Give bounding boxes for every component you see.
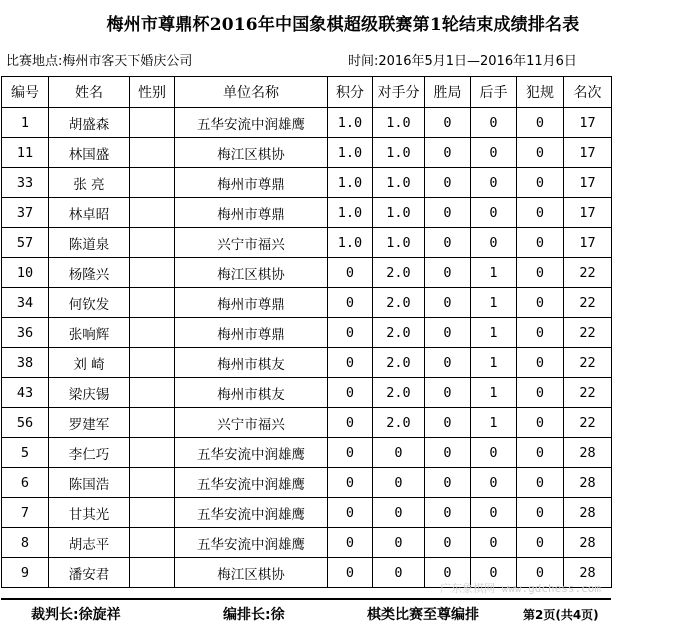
fouls-cell: 0 xyxy=(517,438,564,468)
table-row xyxy=(2,528,612,558)
id-cell: 34 xyxy=(2,288,49,318)
wins-cell: 0 xyxy=(425,558,471,588)
rank-cell: 17 xyxy=(564,108,612,138)
points-cell: 0 xyxy=(328,258,373,288)
rank-cell: 28 xyxy=(564,438,612,468)
points-cell: 0 xyxy=(328,408,373,438)
fouls-cell: 0 xyxy=(517,138,564,168)
opponent-points-cell: 1.0 xyxy=(373,228,425,258)
editor-text: 编排长:徐 xyxy=(223,607,285,623)
wins-cell: 0 xyxy=(425,228,471,258)
name-cell: 罗建军 xyxy=(49,408,130,438)
points-cell: 0 xyxy=(328,498,373,528)
id-cell: 36 xyxy=(2,318,49,348)
rank-cell: 17 xyxy=(564,138,612,168)
header-cell: 姓名 xyxy=(49,77,130,108)
page-number-text: 第2页(共4页) xyxy=(523,608,599,622)
rank-cell: 28 xyxy=(564,498,612,528)
points-cell: 0 xyxy=(328,468,373,498)
table-row xyxy=(2,438,612,468)
id-cell: 37 xyxy=(2,198,49,228)
id-cell: 8 xyxy=(2,528,49,558)
wins-cell: 0 xyxy=(425,318,471,348)
referee-text: 裁判长:徐旋祥 xyxy=(31,607,121,623)
fouls-cell: 0 xyxy=(517,558,564,588)
id-cell: 7 xyxy=(2,498,49,528)
points-cell: 0 xyxy=(328,528,373,558)
id-cell: 9 xyxy=(2,558,49,588)
header-cell: 单位名称 xyxy=(175,77,328,108)
points-cell: 0 xyxy=(328,378,373,408)
wins-cell: 0 xyxy=(425,468,471,498)
gender-cell xyxy=(130,498,175,528)
unit-cell: 五华安流中润雄鹰 xyxy=(175,528,328,558)
name-cell: 何钦发 xyxy=(49,288,130,318)
points-cell: 1.0 xyxy=(328,198,373,228)
black-games-cell: 0 xyxy=(471,468,517,498)
unit-cell: 梅州市尊鼎 xyxy=(175,318,328,348)
wins-cell: 0 xyxy=(425,108,471,138)
unit-cell: 梅州市尊鼎 xyxy=(175,288,328,318)
gender-cell xyxy=(130,228,175,258)
table-row xyxy=(2,288,612,318)
name-cell: 张响辉 xyxy=(49,318,130,348)
id-cell: 11 xyxy=(2,138,49,168)
gender-cell xyxy=(130,378,175,408)
black-games-cell: 1 xyxy=(471,318,517,348)
unit-cell: 梅州市尊鼎 xyxy=(175,168,328,198)
fouls-cell: 0 xyxy=(517,318,564,348)
rank-cell: 22 xyxy=(564,288,612,318)
gender-cell xyxy=(130,168,175,198)
rank-cell: 28 xyxy=(564,468,612,498)
gender-cell xyxy=(130,198,175,228)
unit-cell: 梅江区棋协 xyxy=(175,258,328,288)
wins-cell: 0 xyxy=(425,138,471,168)
opponent-points-cell: 1.0 xyxy=(373,168,425,198)
wins-cell: 0 xyxy=(425,288,471,318)
rank-cell: 22 xyxy=(564,408,612,438)
software-text: 棋类比赛至尊编排 xyxy=(367,607,479,623)
fouls-cell: 0 xyxy=(517,498,564,528)
rank-cell: 22 xyxy=(564,258,612,288)
table-row xyxy=(2,468,612,498)
black-games-cell: 1 xyxy=(471,348,517,378)
unit-cell: 梅州市棋友 xyxy=(175,378,328,408)
opponent-points-cell: 0 xyxy=(373,558,425,588)
name-cell: 杨隆兴 xyxy=(49,258,130,288)
fouls-cell: 0 xyxy=(517,258,564,288)
points-cell: 1.0 xyxy=(328,228,373,258)
page-title: 梅州市尊鼎杯2016年中国象棋超级联赛第1轮结束成绩排名表 xyxy=(106,15,580,35)
fouls-cell: 0 xyxy=(517,228,564,258)
points-cell: 0 xyxy=(328,288,373,318)
unit-cell: 兴宁市福兴 xyxy=(175,408,328,438)
gender-cell xyxy=(130,318,175,348)
wins-cell: 0 xyxy=(425,378,471,408)
rank-cell: 22 xyxy=(564,318,612,348)
date-range-text: 时间:2016年5月1日—2016年11月6日 xyxy=(348,54,577,69)
points-cell: 0 xyxy=(328,348,373,378)
opponent-points-cell: 2.0 xyxy=(373,348,425,378)
rank-cell: 28 xyxy=(564,558,612,588)
black-games-cell: 0 xyxy=(471,168,517,198)
opponent-points-cell: 2.0 xyxy=(373,408,425,438)
header-cell: 积分 xyxy=(328,77,373,108)
gender-cell xyxy=(130,348,175,378)
header-cell: 名次 xyxy=(564,77,612,108)
table-row xyxy=(2,198,612,228)
fouls-cell: 0 xyxy=(517,198,564,228)
id-cell: 33 xyxy=(2,168,49,198)
id-cell: 5 xyxy=(2,438,49,468)
fouls-cell: 0 xyxy=(517,408,564,438)
id-cell: 38 xyxy=(2,348,49,378)
unit-cell: 梅江区棋协 xyxy=(175,558,328,588)
opponent-points-cell: 0 xyxy=(373,438,425,468)
unit-cell: 梅江区棋协 xyxy=(175,138,328,168)
gender-cell xyxy=(130,288,175,318)
rank-cell: 22 xyxy=(564,378,612,408)
points-cell: 1.0 xyxy=(328,168,373,198)
black-games-cell: 0 xyxy=(471,198,517,228)
gender-cell xyxy=(130,558,175,588)
fouls-cell: 0 xyxy=(517,468,564,498)
name-cell: 林国盛 xyxy=(49,138,130,168)
name-cell: 陈道泉 xyxy=(49,228,130,258)
header-cell: 犯规 xyxy=(517,77,564,108)
name-cell: 胡盛森 xyxy=(49,108,130,138)
black-games-cell: 0 xyxy=(471,438,517,468)
points-cell: 0 xyxy=(328,558,373,588)
black-games-cell: 1 xyxy=(471,408,517,438)
unit-cell: 梅州市棋友 xyxy=(175,348,328,378)
black-games-cell: 0 xyxy=(471,528,517,558)
rank-cell: 17 xyxy=(564,198,612,228)
table-row xyxy=(2,108,612,138)
wins-cell: 0 xyxy=(425,408,471,438)
opponent-points-cell: 0 xyxy=(373,468,425,498)
opponent-points-cell: 1.0 xyxy=(373,108,425,138)
fouls-cell: 0 xyxy=(517,168,564,198)
table-row xyxy=(2,168,612,198)
fouls-cell: 0 xyxy=(517,288,564,318)
unit-cell: 五华安流中润雄鹰 xyxy=(175,498,328,528)
opponent-points-cell: 0 xyxy=(373,528,425,558)
opponent-points-cell: 2.0 xyxy=(373,288,425,318)
rank-cell: 17 xyxy=(564,228,612,258)
name-cell: 李仁巧 xyxy=(49,438,130,468)
name-cell: 胡志平 xyxy=(49,528,130,558)
unit-cell: 梅州市尊鼎 xyxy=(175,198,328,228)
rank-cell: 22 xyxy=(564,348,612,378)
black-games-cell: 1 xyxy=(471,288,517,318)
venue-text: 比赛地点:梅州市客天下婚庆公司 xyxy=(6,54,193,69)
id-cell: 1 xyxy=(2,108,49,138)
table-row xyxy=(2,228,612,258)
points-cell: 0 xyxy=(328,438,373,468)
gender-cell xyxy=(130,468,175,498)
watermark: 广东象棋网 www.gdchess.com xyxy=(440,582,601,595)
wins-cell: 0 xyxy=(425,258,471,288)
results-table xyxy=(1,76,612,588)
opponent-points-cell: 0 xyxy=(373,498,425,528)
name-cell: 陈国浩 xyxy=(49,468,130,498)
unit-cell: 五华安流中润雄鹰 xyxy=(175,468,328,498)
table-row xyxy=(2,258,612,288)
header-cell: 胜局 xyxy=(425,77,471,108)
table-row xyxy=(2,348,612,378)
black-games-cell: 0 xyxy=(471,498,517,528)
unit-cell: 五华安流中润雄鹰 xyxy=(175,438,328,468)
id-cell: 43 xyxy=(2,378,49,408)
unit-cell: 五华安流中润雄鹰 xyxy=(175,108,328,138)
wins-cell: 0 xyxy=(425,348,471,378)
header-cell: 对手分 xyxy=(373,77,425,108)
footer xyxy=(1,598,611,628)
opponent-points-cell: 2.0 xyxy=(373,318,425,348)
points-cell: 0 xyxy=(328,318,373,348)
opponent-points-cell: 1.0 xyxy=(373,198,425,228)
black-games-cell: 0 xyxy=(471,558,517,588)
id-cell: 57 xyxy=(2,228,49,258)
fouls-cell: 0 xyxy=(517,108,564,138)
black-games-cell: 0 xyxy=(471,138,517,168)
table-row xyxy=(2,408,612,438)
table-row xyxy=(2,138,612,168)
fouls-cell: 0 xyxy=(517,348,564,378)
gender-cell xyxy=(130,438,175,468)
rank-cell: 17 xyxy=(564,168,612,198)
fouls-cell: 0 xyxy=(517,528,564,558)
name-cell: 林卓昭 xyxy=(49,198,130,228)
name-cell: 甘其光 xyxy=(49,498,130,528)
black-games-cell: 1 xyxy=(471,378,517,408)
opponent-points-cell: 2.0 xyxy=(373,258,425,288)
opponent-points-cell: 1.0 xyxy=(373,138,425,168)
points-cell: 1.0 xyxy=(328,108,373,138)
black-games-cell: 1 xyxy=(471,258,517,288)
header-cell: 后手 xyxy=(471,77,517,108)
id-cell: 56 xyxy=(2,408,49,438)
id-cell: 10 xyxy=(2,258,49,288)
black-games-cell: 0 xyxy=(471,108,517,138)
name-cell: 潘安君 xyxy=(49,558,130,588)
opponent-points-cell: 2.0 xyxy=(373,378,425,408)
points-cell: 1.0 xyxy=(328,138,373,168)
table-row xyxy=(2,318,612,348)
gender-cell xyxy=(130,138,175,168)
name-cell: 刘 崎 xyxy=(49,348,130,378)
wins-cell: 0 xyxy=(425,498,471,528)
wins-cell: 0 xyxy=(425,438,471,468)
gender-cell xyxy=(130,408,175,438)
header-cell: 编号 xyxy=(2,77,49,108)
gender-cell xyxy=(130,258,175,288)
name-cell: 张 亮 xyxy=(49,168,130,198)
table-header-row xyxy=(2,77,612,108)
wins-cell: 0 xyxy=(425,528,471,558)
id-cell: 6 xyxy=(2,468,49,498)
wins-cell: 0 xyxy=(425,198,471,228)
table-row xyxy=(2,378,612,408)
rank-cell: 28 xyxy=(564,528,612,558)
gender-cell xyxy=(130,528,175,558)
black-games-cell: 0 xyxy=(471,228,517,258)
unit-cell: 兴宁市福兴 xyxy=(175,228,328,258)
fouls-cell: 0 xyxy=(517,378,564,408)
wins-cell: 0 xyxy=(425,168,471,198)
name-cell: 梁庆锡 xyxy=(49,378,130,408)
gender-cell xyxy=(130,108,175,138)
header-cell: 性别 xyxy=(130,77,175,108)
table-row xyxy=(2,498,612,528)
